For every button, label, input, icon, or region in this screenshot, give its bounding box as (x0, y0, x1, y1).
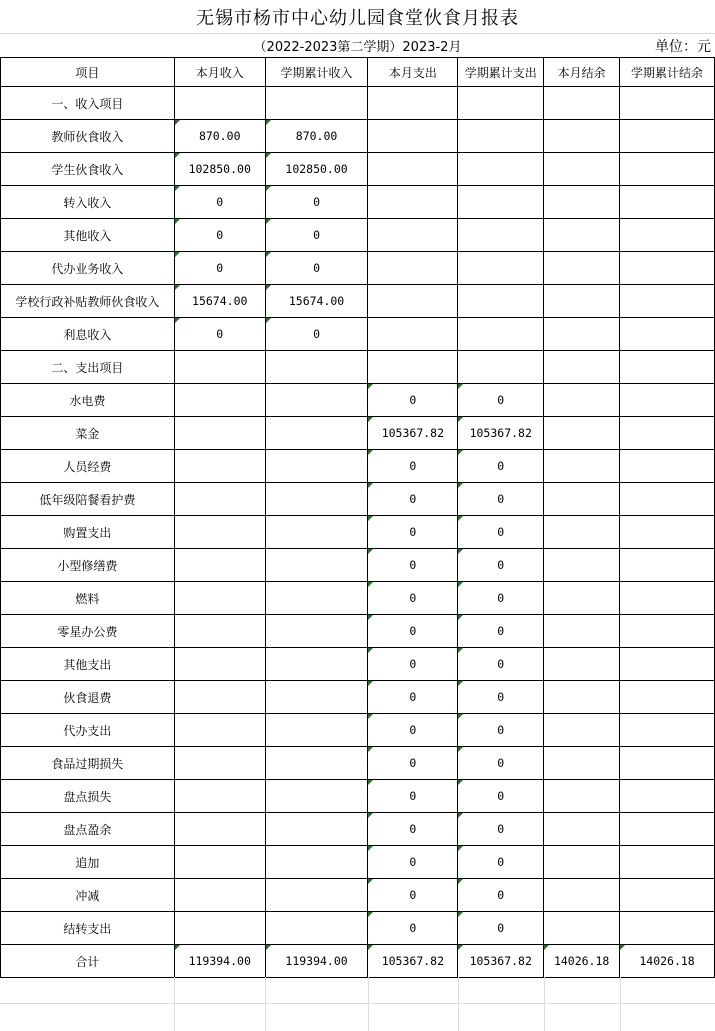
table-row (1, 945, 715, 978)
cell-term-balance[interactable] (620, 879, 715, 912)
cell-month-income[interactable]: 102850.00 (174, 153, 265, 186)
cell-term-expense[interactable] (458, 252, 544, 285)
table-row (1, 582, 715, 615)
row-label[interactable]: 燃料 (1, 582, 175, 615)
cell-term-income[interactable]: 0 (265, 186, 368, 219)
cell-month-income[interactable] (174, 516, 265, 549)
cell-month-balance[interactable] (544, 615, 620, 648)
cell-term-balance[interactable] (620, 615, 715, 648)
cell-term-expense[interactable] (458, 120, 544, 153)
table-row (1, 780, 715, 813)
cell-month-income[interactable] (174, 912, 265, 945)
col-header-month-balance[interactable]: 本月结余 (544, 58, 620, 87)
row-label[interactable]: 其他支出 (1, 648, 175, 681)
row-label[interactable]: 食品过期损失 (1, 747, 175, 780)
unit-label[interactable]: 单位：元 (655, 39, 711, 55)
table-row (1, 483, 715, 516)
cell-month-expense[interactable]: 0 (368, 516, 458, 549)
cell-term-income[interactable] (265, 351, 368, 384)
table-row (1, 747, 715, 780)
table-row (1, 87, 715, 120)
cell-term-balance[interactable] (620, 351, 715, 384)
cell-term-balance[interactable] (620, 120, 715, 153)
cell-term-balance[interactable] (620, 912, 715, 945)
cell-month-balance[interactable] (544, 186, 620, 219)
row-label[interactable]: 购置支出 (1, 516, 175, 549)
cell-month-income[interactable]: 0 (174, 252, 265, 285)
cell-term-income[interactable] (265, 813, 368, 846)
cell-month-balance[interactable] (544, 714, 620, 747)
row-label[interactable]: 代办支出 (1, 714, 175, 747)
cell-term-income[interactable] (265, 582, 368, 615)
cell-month-expense[interactable]: 0 (368, 846, 458, 879)
cell-term-income[interactable]: 0 (265, 318, 368, 351)
cell-term-balance[interactable] (620, 780, 715, 813)
row-label[interactable]: 追加 (1, 846, 175, 879)
cell-month-balance[interactable] (544, 285, 620, 318)
row-label[interactable]: 伙食退费 (1, 681, 175, 714)
cell-term-income[interactable] (265, 681, 368, 714)
col-header-term-expense[interactable]: 学期累计支出 (458, 58, 544, 87)
cell-month-income[interactable] (174, 417, 265, 450)
cell-month-balance[interactable] (544, 582, 620, 615)
cell-month-expense[interactable]: 0 (368, 780, 458, 813)
cell-term-balance[interactable] (620, 87, 715, 120)
row-label[interactable]: 小型修缮费 (1, 549, 175, 582)
cell-term-income[interactable] (265, 879, 368, 912)
cell-month-income[interactable] (174, 450, 265, 483)
row-label[interactable]: 其他收入 (1, 219, 175, 252)
cell-term-income[interactable] (265, 450, 368, 483)
empty-grid-area (0, 977, 715, 1031)
cell-term-income[interactable] (265, 483, 368, 516)
cell-month-balance[interactable] (544, 879, 620, 912)
cell-month-expense[interactable] (368, 87, 458, 120)
cell-term-balance[interactable] (620, 516, 715, 549)
cell-month-expense[interactable] (368, 219, 458, 252)
cell-month-income[interactable] (174, 87, 265, 120)
report-table-body (1, 58, 715, 978)
cell-month-income[interactable]: 119394.00 (174, 945, 265, 978)
table-row (1, 450, 715, 483)
cell-month-balance[interactable] (544, 747, 620, 780)
cell-month-balance[interactable] (544, 417, 620, 450)
header-row (1, 58, 715, 87)
cell-month-expense[interactable] (368, 351, 458, 384)
cell-month-income[interactable] (174, 615, 265, 648)
cell-term-income[interactable]: 870.00 (265, 120, 368, 153)
cell-month-expense[interactable] (368, 318, 458, 351)
row-label[interactable]: 学校行政补贴教师伙食收入 (1, 285, 175, 318)
row-label[interactable]: 菜金 (1, 417, 175, 450)
cell-month-expense[interactable] (368, 153, 458, 186)
cell-month-balance[interactable] (544, 153, 620, 186)
table-row (1, 516, 715, 549)
table-row (1, 846, 715, 879)
cell-month-expense[interactable]: 0 (368, 450, 458, 483)
cell-term-balance[interactable] (620, 153, 715, 186)
cell-month-expense[interactable] (368, 120, 458, 153)
cell-month-expense[interactable]: 0 (368, 483, 458, 516)
cell-term-balance[interactable] (620, 285, 715, 318)
cell-term-expense[interactable]: 0 (458, 714, 544, 747)
table-row (1, 219, 715, 252)
row-label[interactable]: 利息收入 (1, 318, 175, 351)
cell-month-balance[interactable] (544, 516, 620, 549)
cell-month-expense[interactable]: 0 (368, 912, 458, 945)
cell-month-balance[interactable] (544, 120, 620, 153)
cell-term-expense[interactable]: 0 (458, 747, 544, 780)
gridline (458, 977, 459, 1031)
cell-month-expense[interactable]: 0 (368, 384, 458, 417)
table-row (1, 879, 715, 912)
cell-term-expense[interactable]: 0 (458, 450, 544, 483)
cell-term-income[interactable]: 0 (265, 252, 368, 285)
cell-month-balance[interactable] (544, 219, 620, 252)
cell-month-expense[interactable]: 0 (368, 615, 458, 648)
cell-term-balance[interactable] (620, 483, 715, 516)
cell-term-balance[interactable] (620, 846, 715, 879)
table-row (1, 549, 715, 582)
cell-term-balance[interactable] (620, 747, 715, 780)
cell-month-balance[interactable] (544, 681, 620, 714)
cell-term-income[interactable]: 15674.00 (265, 285, 368, 318)
cell-term-balance[interactable] (620, 582, 715, 615)
cell-term-income[interactable] (265, 549, 368, 582)
cell-month-balance[interactable] (544, 549, 620, 582)
cell-term-expense[interactable] (458, 285, 544, 318)
cell-month-income[interactable] (174, 582, 265, 615)
cell-month-balance[interactable] (544, 912, 620, 945)
table-row (1, 318, 715, 351)
cell-term-expense[interactable] (458, 87, 544, 120)
cell-month-expense[interactable]: 0 (368, 714, 458, 747)
report-period[interactable]: （2022-2023第二学期）2023-2月 (253, 40, 462, 55)
row-label[interactable]: 水电费 (1, 384, 175, 417)
cell-month-income[interactable] (174, 681, 265, 714)
cell-term-expense[interactable]: 0 (458, 912, 544, 945)
cell-term-expense[interactable]: 105367.82 (458, 417, 544, 450)
cell-term-expense[interactable]: 0 (458, 780, 544, 813)
row-label[interactable]: 盘点损失 (1, 780, 175, 813)
cell-term-expense[interactable]: 0 (458, 384, 544, 417)
cell-term-balance[interactable] (620, 450, 715, 483)
cell-term-expense[interactable]: 0 (458, 516, 544, 549)
cell-term-income[interactable] (265, 516, 368, 549)
cell-month-balance[interactable] (544, 252, 620, 285)
cell-month-expense[interactable] (368, 186, 458, 219)
row-label[interactable]: 冲减 (1, 879, 175, 912)
cell-month-income[interactable] (174, 351, 265, 384)
table-row (1, 153, 715, 186)
cell-term-balance[interactable] (620, 681, 715, 714)
cell-term-expense[interactable] (458, 219, 544, 252)
gridline (544, 977, 545, 1031)
col-header-term-income[interactable]: 学期累计收入 (265, 58, 368, 87)
table-row (1, 648, 715, 681)
cell-term-income[interactable]: 119394.00 (265, 945, 368, 978)
cell-month-expense[interactable]: 105367.82 (368, 945, 458, 978)
table-row (1, 252, 715, 285)
cell-month-balance[interactable] (544, 648, 620, 681)
cell-month-balance[interactable] (544, 846, 620, 879)
table-row (1, 351, 715, 384)
table-row (1, 714, 715, 747)
gridline (368, 977, 369, 1031)
table-row (1, 615, 715, 648)
cell-month-income[interactable] (174, 714, 265, 747)
cell-term-balance[interactable] (620, 384, 715, 417)
row-label[interactable]: 一、收入项目 (1, 87, 175, 120)
table-row (1, 813, 715, 846)
col-header-term-balance[interactable]: 学期累计结余 (620, 58, 715, 87)
row-label[interactable]: 盘点盈余 (1, 813, 175, 846)
cell-term-balance[interactable]: 14026.18 (620, 945, 715, 978)
cell-term-expense[interactable]: 0 (458, 648, 544, 681)
cell-term-expense[interactable]: 0 (458, 879, 544, 912)
cell-month-balance[interactable]: 14026.18 (544, 945, 620, 978)
table-row (1, 120, 715, 153)
row-label[interactable]: 人员经费 (1, 450, 175, 483)
row-label[interactable]: 学生伙食收入 (1, 153, 175, 186)
cell-month-expense[interactable]: 105367.82 (368, 417, 458, 450)
cell-term-income[interactable] (265, 615, 368, 648)
cell-month-expense[interactable] (368, 285, 458, 318)
cell-month-income[interactable] (174, 747, 265, 780)
row-label[interactable]: 结转支出 (1, 912, 175, 945)
cell-term-expense[interactable] (458, 351, 544, 384)
cell-term-income[interactable]: 0 (265, 219, 368, 252)
cell-month-income[interactable] (174, 384, 265, 417)
cell-term-income[interactable] (265, 912, 368, 945)
cell-term-income[interactable] (265, 417, 368, 450)
cell-term-expense[interactable]: 0 (458, 615, 544, 648)
cell-month-income[interactable]: 0 (174, 219, 265, 252)
cell-term-expense[interactable]: 0 (458, 483, 544, 516)
gridline (0, 1003, 715, 1004)
cell-term-income[interactable] (265, 846, 368, 879)
report-title[interactable]: 无锡市杨市中心幼儿园食堂伙食月报表 (196, 7, 519, 29)
cell-term-expense[interactable] (458, 153, 544, 186)
cell-term-balance[interactable] (620, 417, 715, 450)
cell-month-expense[interactable]: 0 (368, 648, 458, 681)
cell-month-income[interactable]: 0 (174, 318, 265, 351)
cell-month-expense[interactable] (368, 252, 458, 285)
cell-month-expense[interactable]: 0 (368, 681, 458, 714)
col-header-month-expense[interactable]: 本月支出 (368, 58, 458, 87)
cell-month-income[interactable] (174, 780, 265, 813)
row-label[interactable]: 转入收入 (1, 186, 175, 219)
gridline (265, 977, 266, 1031)
cell-term-income[interactable]: 102850.00 (265, 153, 368, 186)
report-table (0, 57, 715, 978)
table-row (1, 417, 715, 450)
cell-month-balance[interactable] (544, 318, 620, 351)
cell-term-expense[interactable]: 0 (458, 549, 544, 582)
cell-term-expense[interactable]: 0 (458, 846, 544, 879)
cell-month-expense[interactable]: 0 (368, 549, 458, 582)
row-label[interactable]: 零星办公费 (1, 615, 175, 648)
cell-term-balance[interactable] (620, 186, 715, 219)
cell-month-income[interactable] (174, 846, 265, 879)
cell-term-expense[interactable]: 0 (458, 681, 544, 714)
subtitle-row (0, 33, 715, 58)
cell-month-balance[interactable] (544, 384, 620, 417)
row-label[interactable]: 代办业务收入 (1, 252, 175, 285)
cell-term-expense[interactable]: 105367.82 (458, 945, 544, 978)
cell-month-income[interactable] (174, 483, 265, 516)
cell-month-balance[interactable] (544, 450, 620, 483)
cell-term-balance[interactable] (620, 648, 715, 681)
col-header-item[interactable]: 项目 (1, 58, 175, 87)
cell-month-balance[interactable] (544, 813, 620, 846)
cell-month-balance[interactable] (544, 351, 620, 384)
cell-month-income[interactable]: 870.00 (174, 120, 265, 153)
cell-term-expense[interactable]: 0 (458, 582, 544, 615)
cell-month-expense[interactable]: 0 (368, 747, 458, 780)
row-label[interactable]: 低年级陪餐看护费 (1, 483, 175, 516)
cell-month-balance[interactable] (544, 87, 620, 120)
gridline (174, 977, 175, 1031)
cell-term-income[interactable] (265, 648, 368, 681)
cell-term-expense[interactable] (458, 186, 544, 219)
cell-term-income[interactable] (265, 780, 368, 813)
cell-month-balance[interactable] (544, 483, 620, 516)
cell-term-balance[interactable] (620, 252, 715, 285)
cell-month-income[interactable]: 15674.00 (174, 285, 265, 318)
cell-month-income[interactable] (174, 879, 265, 912)
table-row (1, 285, 715, 318)
table-row (1, 681, 715, 714)
col-header-month-income[interactable]: 本月收入 (174, 58, 265, 87)
cell-term-income[interactable] (265, 384, 368, 417)
cell-term-income[interactable] (265, 714, 368, 747)
table-row (1, 186, 715, 219)
row-label[interactable]: 二、支出项目 (1, 351, 175, 384)
cell-month-balance[interactable] (544, 780, 620, 813)
cell-month-income[interactable] (174, 549, 265, 582)
cell-term-balance[interactable] (620, 219, 715, 252)
table-row (1, 912, 715, 945)
cell-month-income[interactable] (174, 813, 265, 846)
cell-term-balance[interactable] (620, 813, 715, 846)
cell-term-expense[interactable] (458, 318, 544, 351)
cell-month-expense[interactable]: 0 (368, 813, 458, 846)
gridline (620, 977, 621, 1031)
row-label[interactable]: 教师伙食收入 (1, 120, 175, 153)
table-row (1, 384, 715, 417)
cell-term-balance[interactable] (620, 549, 715, 582)
row-label[interactable]: 合计 (1, 945, 175, 978)
cell-month-expense[interactable]: 0 (368, 879, 458, 912)
cell-term-expense[interactable]: 0 (458, 813, 544, 846)
cell-term-income[interactable] (265, 87, 368, 120)
cell-month-income[interactable]: 0 (174, 186, 265, 219)
cell-term-balance[interactable] (620, 714, 715, 747)
cell-term-balance[interactable] (620, 318, 715, 351)
cell-term-income[interactable] (265, 747, 368, 780)
cell-month-income[interactable] (174, 648, 265, 681)
cell-month-expense[interactable]: 0 (368, 582, 458, 615)
